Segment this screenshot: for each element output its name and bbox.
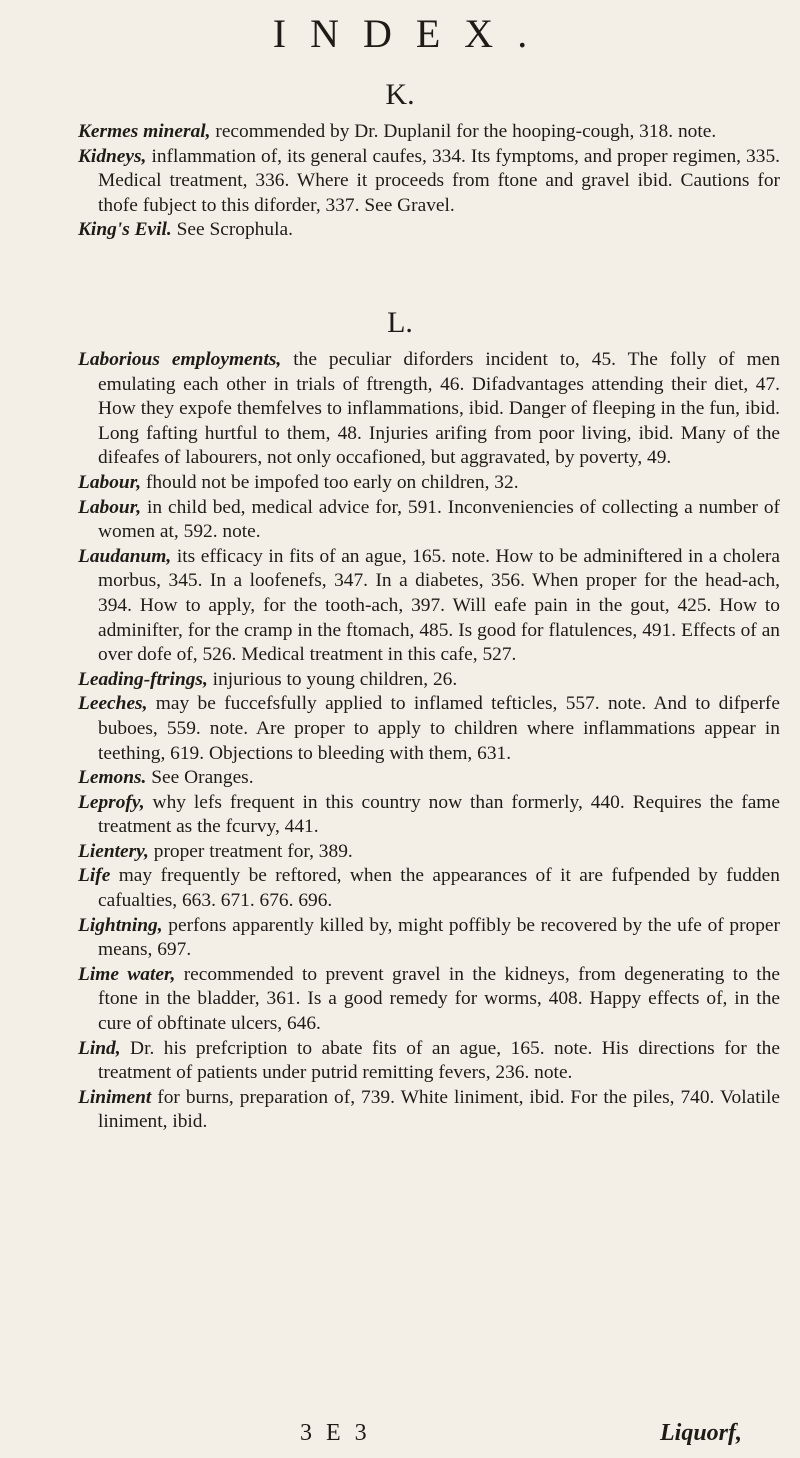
entry-headword: Labour, bbox=[78, 496, 142, 518]
entry-text: See Oranges. bbox=[146, 767, 254, 789]
entry-text: the peculiar diforders incident to, 45. The folly of men emulating each other in trials of ftrength, 46. Difadvantages attending their diet, 47. How they expofe themfelves to inflammations, ibid. Danger of fleeping in the fun, ibid. Long fafting hurtful to them, 48. Injuries arifing from poor living, ibid. Many of the difeafes of labourers, not only occafioned, but aggravated, by poverty, 49. bbox=[98, 349, 780, 469]
index-entry bbox=[78, 218, 780, 243]
entry-text: Dr. his prefcription to abate fits of an ague, 165. note. His directions for the treatment of patients under putrid remitting fevers, 236. note. bbox=[98, 1037, 780, 1084]
entry-headword: Labour, bbox=[78, 471, 142, 493]
entry-text: why lefs frequent in this country now than formerly, 440. Requires the fame treatment as the fcurvy, 441. bbox=[98, 791, 780, 838]
entry-text: for burns, preparation of, 739. White liniment, ibid. For the piles, 740. Volatile liniment, ibid. bbox=[98, 1086, 780, 1133]
entry-headword: Kidneys, bbox=[78, 145, 147, 167]
section-letter-l: L. bbox=[387, 306, 413, 339]
entry-headword: Lemons. bbox=[78, 767, 147, 789]
entry-headword: Leading-ftrings, bbox=[78, 668, 208, 690]
index-entry bbox=[78, 914, 780, 963]
entry-headword: Lientery, bbox=[78, 840, 149, 862]
entry-headword: Liniment bbox=[78, 1086, 152, 1108]
index-entry bbox=[78, 963, 780, 1037]
entry-headword: King's Evil. bbox=[78, 219, 172, 241]
entry-text: inflammation of, its general caufes, 334. Its fymptoms, and proper regimen, 335. Medical treatment, 336. Where it proceeds from ftone and gravel ibid. Cautions for thofe fubject to this diforder, 337. See Gravel. bbox=[98, 145, 780, 216]
entry-text: perfons apparently killed by, might poffibly be recovered by the ufe of proper means, 697. bbox=[98, 914, 780, 961]
entry-text: may frequently be reftored, when the appearances of it are fufpended by fudden cafualties, 663. 671. 676. 696. bbox=[98, 865, 780, 912]
entry-text: may be fuccefsfully applied to inflamed tefticles, 557. note. And to difperfe buboes, 559. note. Are proper to apply to children where inflammations appear in teething, 619. Objections to bleeding with them, 631. bbox=[98, 693, 780, 764]
section-k-entries bbox=[78, 120, 780, 243]
signature-mark: 3 E 3 bbox=[300, 1420, 371, 1446]
entry-text: in child bed, medical advice for, 591. Inconveniencies of collecting a number of women at, 592. note. bbox=[98, 496, 780, 543]
entry-headword: Laudanum, bbox=[78, 545, 172, 567]
index-entry bbox=[78, 864, 780, 913]
entry-headword: Life bbox=[78, 865, 111, 887]
index-entry bbox=[78, 145, 780, 219]
entry-text: proper treatment for, 389. bbox=[148, 840, 353, 862]
index-entry bbox=[78, 471, 780, 496]
entry-text: recommended by Dr. Duplanil for the hooping-cough, 318. note. bbox=[210, 121, 717, 142]
entry-text: fhould not be impofed too early on children, 32. bbox=[141, 471, 519, 493]
entry-headword: Leeches, bbox=[78, 693, 148, 715]
section-l-entries bbox=[78, 348, 780, 1135]
entry-text: See Scrophula. bbox=[171, 219, 293, 241]
entry-headword: Lind, bbox=[78, 1037, 121, 1059]
index-entry bbox=[78, 496, 780, 545]
catchword: Liquorf, bbox=[660, 1420, 743, 1446]
entry-text: its efficacy in fits of an ague, 165. note. How to be adminiftered in a cholera morbus, 345. In a loofenefs, 347. In a diabetes, 356. When proper for the head-ach, 394. How to apply, for the tooth-ach, 397. Will eafe pain in the gout, 425. How to adminifter, for the cramp in the ftomach, 485. Is good for flatulences, 491. Effects of an over dofe of, 526. Medical treatment in this cafe, 527. bbox=[98, 545, 780, 666]
entry-headword: Lime water, bbox=[78, 963, 176, 985]
entry-headword: Lightning, bbox=[78, 914, 163, 936]
entry-text: injurious to young children, 26. bbox=[207, 668, 458, 690]
entry-headword: Laborious employments, bbox=[78, 349, 282, 370]
entry-headword: Leprofy, bbox=[78, 791, 145, 813]
running-head: INDEX. bbox=[272, 11, 552, 56]
index-entry bbox=[78, 120, 780, 145]
index-entry bbox=[78, 692, 780, 766]
index-entry bbox=[78, 840, 780, 865]
entry-text: recommended to prevent gravel in the kidneys, from degenerating to the ftone in the bladder, 361. Is a good remedy for worms, 408. Happy effects of, in the cure of obftinate ulcers, 646. bbox=[98, 963, 780, 1035]
index-entry bbox=[78, 1086, 780, 1135]
index-entry bbox=[78, 668, 780, 693]
index-entry bbox=[78, 791, 780, 840]
index-entry bbox=[78, 766, 780, 791]
entry-headword: Kermes mineral, bbox=[78, 121, 211, 142]
index-entry bbox=[78, 1037, 780, 1086]
section-letter-k: K. bbox=[385, 78, 415, 111]
index-entry bbox=[78, 545, 780, 668]
index-entry bbox=[78, 348, 780, 471]
